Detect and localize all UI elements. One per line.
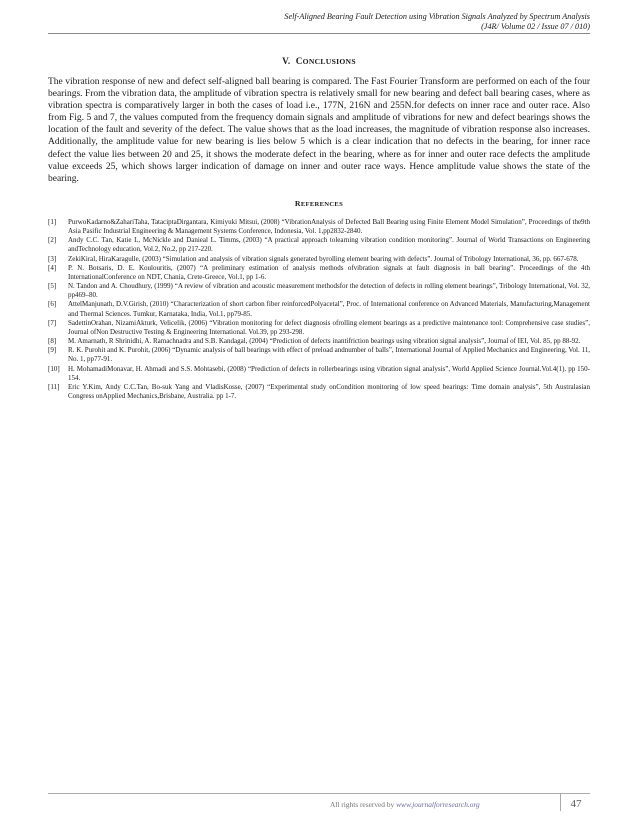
reference-number: [9] (48, 346, 57, 355)
footer-divider (48, 793, 590, 794)
reference-number: [7] (48, 318, 57, 327)
reference-item (48, 255, 590, 264)
running-header-issue: (J4R/ Volume 02 / Issue 07 / 010) (481, 22, 590, 31)
reference-number: [6] (48, 300, 57, 309)
reference-number: [4] (48, 263, 57, 272)
reference-text: M. Amarnath, R Shrinidhi, A. Ramachnadra and S.B. Kandagal, (2004) “Prediction of defects inantifriction bearings using vibration signal analysis”, Journal of IEI, Vol. 85, pp 88-92. (68, 337, 581, 346)
reference-item (48, 282, 590, 300)
header-divider (48, 33, 590, 34)
reference-item (48, 300, 590, 318)
reference-text: Eric Y.Kim, Andy C.C.Tan, Bo-suk Yang and VladisKosse, (2007) “Experimental study onCondition monitoring of low speed bearings: Time domain analysis”, 5th Australasian Congress onApplied Mechanics,Brisbane, Australia. pp 1-7. (68, 382, 590, 400)
reference-item (48, 383, 590, 401)
references-list (48, 218, 590, 401)
reference-text: H. MohamadiMonavar, H. Ahmadi and S.S. Mohtasebi, (2008) “Prediction of defects in rollerbearings using vibration signal analysis”, World Applied Science Journal.Vol.4(1). pp 150-154. (68, 364, 590, 382)
reference-text: R. K. Purohit and K. Purohit, (2006) “Dynamic analysis of ball bearings with effect of preload andnumber of balls”, International Journal of Applied Mechanics and Engineering, Vol. 11, No. 1, pp77-91. (68, 346, 590, 364)
reference-item (48, 319, 590, 337)
reference-item (48, 346, 590, 364)
conclusions-paragraph: The vibration response of new and defect self-aligned ball bearing is compared. The Fast Fourier Transform are performed on each of the four bearings. From the vibration data, the amplitude of vibration spectra is relatively small for new bearing and defect ball bearing cases, where as vibration spectra is comparatively larger in both the cases of load i.e., 177N, 216N and 255N.for defects on inner race and outer race. Also from Fig. 5 and 7, the values computed from the frequency domain signals and amplitude of vibrations for new and defect bearings shows the location of the fault and severity of the defect. The value shows that as the load increases, the magnitude of vibration response also increases. Additionally, the amplitude value for new bearing is lies below 5 which is a clear indication that no defects in the bearing, for inner race defect the value lies between 20 and 25, it shows the moderate defect in the bearing, where as for inner and outer race defects the amplitude value exceeds 25, which shows larger indication of damage on inner and outer race ways. Hence amplitude value shows the state of the bearing. (48, 77, 590, 184)
reference-text: PurwoKadarno&ZahariTaha, TataciptaDirgantara, Kimiyuki Mitsui, (2008) “VibrationAnalysis of Defected Ball Bearing using Finite Element Model Simulation”, Proceedings of the9th Asia Pasific Industrial Engineering & Management Systems Conference, Indonesia, Vol. 1,pp2832-2840. (68, 218, 590, 236)
reference-number: [5] (48, 282, 57, 291)
reference-number: [2] (48, 236, 57, 245)
footer-rights-label: All rights reserved by (330, 800, 395, 809)
section-title-rest: ONCLUSIONS (302, 57, 356, 66)
running-header-title: Self-Aligned Bearing Fault Detection using Vibration Signals Analyzed by Spectrum Analysis (284, 12, 590, 21)
reference-text: SadettinOrahan, NizamiAkturk, Velicelik, (2006) “Vibration monitoring for defect diagnosis ofrolling element bearings as a predictive maintenance tool: Comprehensive case studies”, Journal ofNon Destructive Testing & Engineering International. Vol.39, pp 293-298. (68, 318, 590, 336)
conclusions-heading (0, 56, 638, 66)
section-title-first-letter: C (295, 56, 303, 66)
reference-item (48, 236, 590, 254)
footer-url-link[interactable]: www.journalforresearch.org (396, 800, 480, 809)
reference-item (48, 264, 590, 282)
references-title-rest: EFERENCES (300, 201, 344, 208)
page-number: 47 (560, 794, 591, 811)
reference-text: N. Tandon and A. Choudhury, (1999) “A review of vibration and acoustic measurement methodsfor the detection of defects in rolling element bearings”, Tribology International, Vol. 32, pp469–80. (68, 282, 590, 300)
references-title-first-letter: R (294, 199, 301, 208)
reference-text: ZekiKiral, HiraKaragulle, (2003) “Simulation and analysis of vibration signals generated byrolling element bearing with defects”. Journal of Tribology International, 36, pp. 667-678. (68, 254, 579, 263)
reference-number: [8] (48, 337, 57, 346)
references-heading (0, 199, 638, 208)
reference-text: AttelManjunath, D.V.Girish, (2010) “Characterization of short carbon fiber reinforcedPolyacetal”, Proc. of International conference on Advanced Materials, Manufacturing,Management and Thermal Sciences. Tumkur, Karnataka, India, Vol.1, pp79-85. (68, 300, 590, 318)
reference-item (48, 337, 590, 346)
reference-number: [11] (48, 382, 60, 391)
footer-rights (330, 800, 480, 809)
reference-item (48, 365, 590, 383)
reference-number: [1] (48, 218, 57, 226)
reference-number: [3] (48, 254, 57, 263)
reference-text: Andy C.C. Tan, Katie L, McNickle and Danieal L. Timms, (2003) “A practical approach tolearning vibration condition monitoring”. Journal of World Transactions on Engineering andTechnology education, Vol.2, No.2, pp 217-220. (68, 236, 590, 254)
reference-text: P. N. Botsaris, D. E. Koulouritis, (2007) “A preliminary estimation of analysis methods ofvibration signals at fault diagnosis in ball bearing”. Proceedings of the 4th InternationalConference on NDT, Chania, Crete-Greece, Vol.1, pp 1-6. (68, 263, 590, 281)
reference-number: [10] (48, 364, 60, 373)
reference-item (48, 218, 590, 236)
section-number: V. (282, 56, 291, 66)
